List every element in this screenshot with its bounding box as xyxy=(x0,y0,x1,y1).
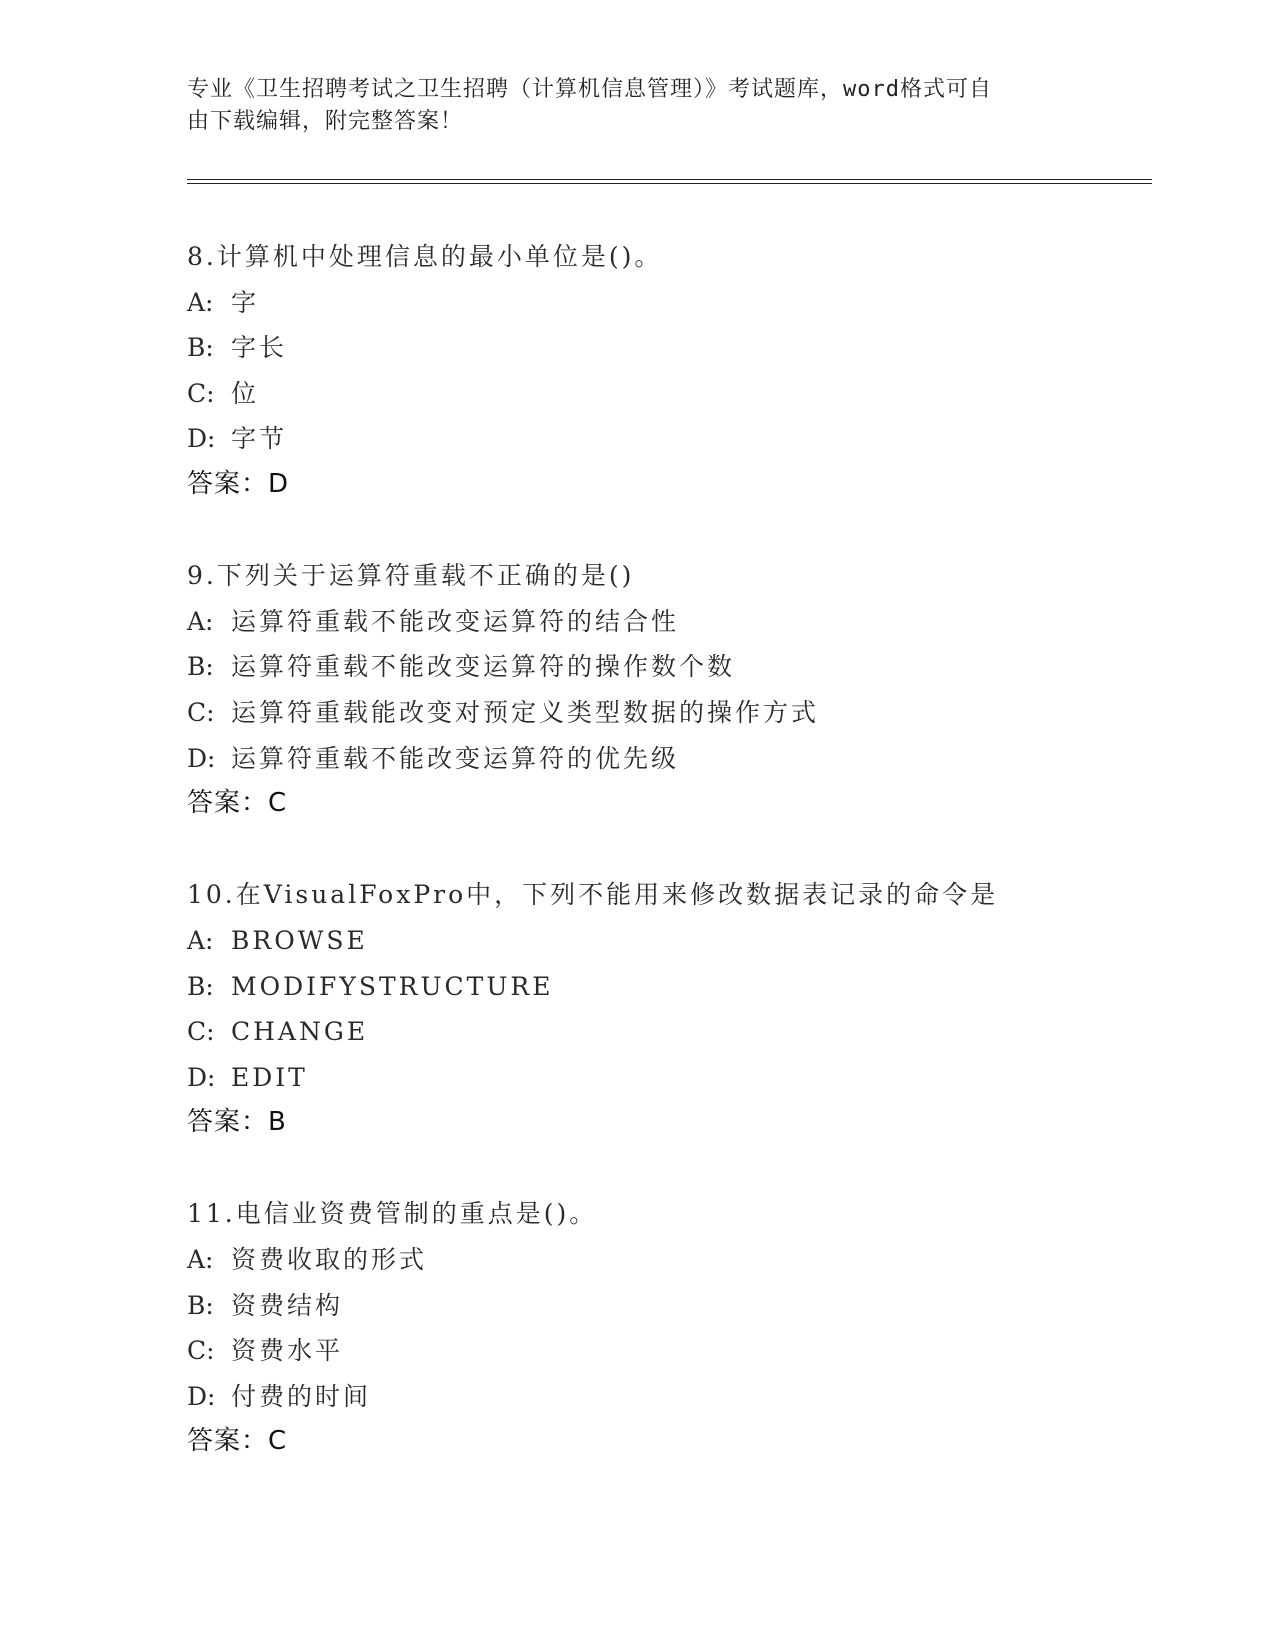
option-letter: A: xyxy=(187,287,214,317)
question-stem: 11.电信业资费管制的重点是()。 xyxy=(187,1199,598,1229)
option-text: 运算符重载不能改变运算符的优先级 xyxy=(231,743,680,773)
option-text: 资费结构 xyxy=(231,1290,344,1320)
option-c xyxy=(187,690,1152,736)
option-letter: A: xyxy=(187,925,214,955)
option-text: 资费收取的形式 xyxy=(231,1245,428,1275)
option-letter: D: xyxy=(187,1381,216,1411)
answer-line: 答案：C xyxy=(187,788,288,819)
option-text: 资费水平 xyxy=(231,1336,344,1366)
option-b xyxy=(187,644,1152,690)
option-text: 位 xyxy=(231,378,260,408)
answer-line: 答案：D xyxy=(187,468,290,499)
question-10 xyxy=(187,872,1152,1191)
question-9 xyxy=(187,553,1152,872)
header-divider-top xyxy=(187,179,1152,180)
option-text: 字 xyxy=(231,287,260,317)
question-spacer xyxy=(187,1146,1152,1192)
answer-line: 答案：C xyxy=(187,1426,288,1457)
option-d xyxy=(187,736,1152,782)
option-text: 运算符重载不能改变运算符的操作数个数 xyxy=(231,652,736,682)
option-text: 运算符重载能改变对预定义类型数据的操作方式 xyxy=(231,697,820,727)
option-b xyxy=(187,325,1152,371)
option-letter: B: xyxy=(187,971,214,1001)
option-text: CHANGE xyxy=(231,1017,369,1047)
header-line-1: 专业《卫生招聘考试之卫生招聘（计算机信息管理）》考试题库，word格式可自 xyxy=(187,77,992,102)
option-d xyxy=(187,416,1152,462)
option-letter: C: xyxy=(187,378,215,408)
option-text: BROWSE xyxy=(231,925,368,955)
option-d xyxy=(187,1055,1152,1101)
option-c xyxy=(187,1009,1152,1055)
option-letter: A: xyxy=(187,1245,214,1275)
header-divider-bottom xyxy=(187,183,1152,184)
question-stem: 9.下列关于运算符重载不正确的是() xyxy=(187,561,635,591)
document-header xyxy=(187,74,1087,138)
answer-line: 答案：B xyxy=(187,1107,287,1138)
option-text: EDIT xyxy=(231,1062,308,1092)
question-8 xyxy=(187,234,1152,553)
option-text: 字长 xyxy=(231,333,288,363)
question-spacer xyxy=(187,508,1152,554)
option-letter: B: xyxy=(187,652,214,682)
option-letter: C: xyxy=(187,1336,215,1366)
question-list xyxy=(187,234,1152,1465)
question-stem: 8.计算机中处理信息的最小单位是()。 xyxy=(187,242,663,271)
option-d xyxy=(187,1374,1152,1420)
option-letter: C: xyxy=(187,697,215,727)
option-a xyxy=(187,280,1152,326)
question-stem: 10.在VisualFoxPro中，下列不能用来修改数据表记录的命令是 xyxy=(187,880,999,910)
option-letter: D: xyxy=(187,424,216,454)
option-letter: B: xyxy=(187,333,214,363)
option-letter: B: xyxy=(187,1290,214,1320)
option-b xyxy=(187,1283,1152,1329)
option-text: 运算符重载不能改变运算符的结合性 xyxy=(231,606,680,636)
option-letter: A: xyxy=(187,606,214,636)
question-11 xyxy=(187,1191,1152,1465)
question-spacer xyxy=(187,827,1152,873)
option-a xyxy=(187,918,1152,964)
option-text: MODIFYSTRUCTURE xyxy=(231,971,554,1001)
option-a xyxy=(187,599,1152,645)
header-line-2: 由下载编辑，附完整答案！ xyxy=(187,109,464,134)
option-letter: D: xyxy=(187,743,216,773)
option-b xyxy=(187,964,1152,1010)
option-text: 字节 xyxy=(231,424,288,454)
option-c xyxy=(187,371,1152,417)
option-a xyxy=(187,1237,1152,1283)
option-c xyxy=(187,1328,1152,1374)
option-text: 付费的时间 xyxy=(231,1381,372,1411)
option-letter: D: xyxy=(187,1062,216,1092)
option-letter: C: xyxy=(187,1017,215,1047)
